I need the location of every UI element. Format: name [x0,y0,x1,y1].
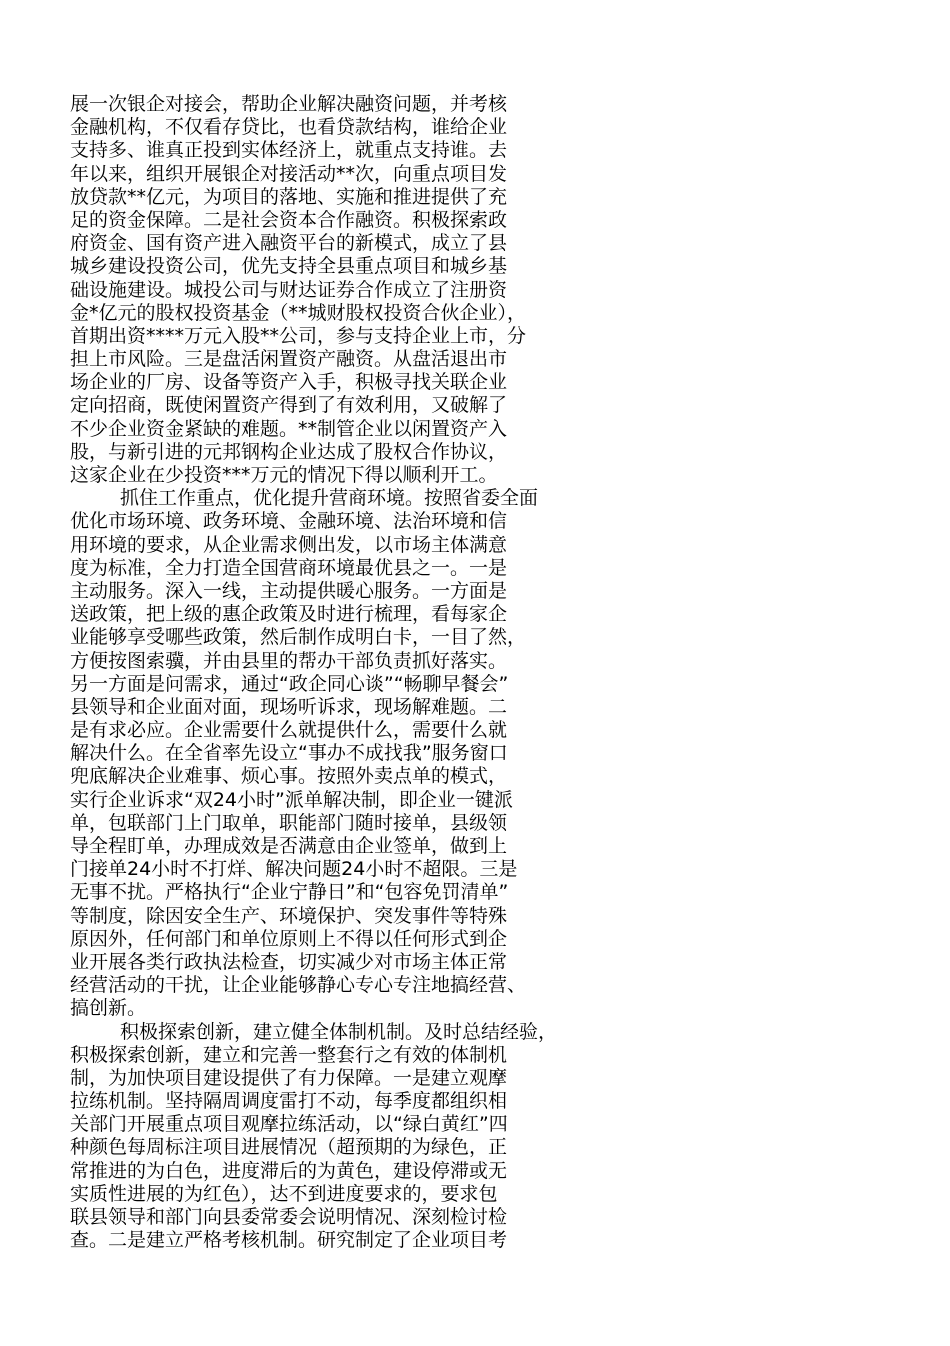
text-line: 业开展各类行政执法检查，切实减少对市场主体正常 [70,950,508,973]
text-line: 优化市场环境、政务环境、金融环境、法治环境和信 [70,510,508,533]
text-line: 担上市风险。三是盘活闲置资产融资。从盘活退出市 [70,348,508,371]
text-line: 联县领导和部门向县委常委会说明情况、深刻检讨检 [70,1206,508,1228]
text-line: 放贷款**亿元，为项目的落地、实施和推进提供了充 [70,185,508,208]
text-line: 查。二是建立严格考核机制。研究制定了企业项目考 [70,1229,508,1252]
text-line: 不少企业资金紧缺的难题。**制管企业以闲置资产入 [70,417,508,440]
text-line: 门接单24小时不打烊、解决问题24小时不超限。三是 [70,858,518,881]
text-line: 城乡建设投资公司，优先支持全县重点项目和城乡基 [70,255,508,278]
text-line: 础设施建设。城投公司与财达证券合作成立了注册资 [70,278,508,301]
text-line: 等制度，除因安全生产、环境保护、突发事件等特殊 [70,904,508,927]
text-line: 支持多、谁真正投到实体经济上，就重点支持谁。去 [70,139,508,162]
paragraph-first-line: 抓住工作重点，优化提升营商环境。按照省委全面 [120,487,539,510]
text-line: 这家企业在少投资***万元的情况下得以顺利开工。 [70,464,498,486]
paragraph-first-line: 积极探索创新，建立健全体制机制。及时总结经验， [120,1020,558,1043]
text-line: 主动服务。深入一线，主动提供暖心服务。一方面是 [70,579,508,602]
text-line: 股，与新引进的元邦钢构企业达成了股权合作协议， [70,440,508,463]
text-line: 种颜色每周标注项目进展情况（超预期的为绿色，正 [70,1136,508,1159]
text-line: 首期出资****万元入股**公司，参与支持企业上市，分 [70,324,527,347]
text-line: 另一方面是问需求，通过“政企同心谈”“畅聊早餐会” [70,672,509,695]
text-line: 府资金、国有资产进入融资平台的新模式，成立了县 [70,232,508,255]
text-line: 方便按图索骥，并由县里的帮办干部负责抓好落实。 [70,649,508,672]
text-line: 送政策，把上级的惠企政策及时进行梳理，看每家企 [70,603,508,626]
text-line: 是有求必应。企业需要什么就提供什么，需要什么就 [70,719,508,742]
text-line: 定向招商，既使闲置资产得到了有效利用，又破解了 [70,394,508,417]
text-line: 导全程盯单，办理成效是否满意由企业签单，做到上 [70,835,508,857]
text-line: 足的资金保障。二是社会资本合作融资。积极探索政 [70,208,508,231]
text-line: 常推进的为白色，进度滞后的为黄色，建设停滞或无 [70,1159,508,1182]
text-line: 关部门开展重点项目观摩拉练活动，以“绿白黄红”四 [70,1113,508,1136]
text-line: 场企业的厂房、设备等资产入手，积极寻找关联企业 [70,371,508,394]
text-line: 业能够享受哪些政策，然后制作成明白卡，一目了然， [70,626,527,649]
text-line: 年以来，组织开展银企对接活动**次，向重点项目发 [70,162,508,185]
paragraph-last-line: 搞创新。 [70,997,147,1020]
text-line: 原因外，任何部门和单位原则上不得以任何形式到企 [70,927,508,950]
text-line: 度为标准，全力打造全国营商环境最优县之一。一是 [70,556,508,579]
text-line: 无事不扰。严格执行“企业宁静日”和“包容免罚清单” [70,881,509,904]
text-line: 金*亿元的股权投资基金（**城财股权投资合伙企业）， [70,301,527,324]
document-body [70,93,890,1252]
text-line: 拉练机制。坚持隔周调度雷打不动，每季度都组织相 [70,1090,508,1113]
text-line: 展一次银企对接会，帮助企业解决融资问题，并考核 [70,93,508,115]
text-line: 实质性进展的为红色），达不到进度要求的，要求包 [70,1182,498,1205]
text-line: 解决什么。在全省率先设立“事办不成找我”服务窗口 [70,742,508,765]
text-line: 实行企业诉求“双24小时”派单解决制，即企业一键派 [70,788,513,811]
text-line: 单，包联部门上门取单，职能部门随时接单，县级领 [70,811,508,834]
text-line: 金融机构，不仅看存贷比，也看贷款结构，谁给企业 [70,116,508,139]
text-line: 县领导和企业面对面，现场听诉求，现场解难题。二 [70,695,508,718]
text-line: 制，为加快项目建设提供了有力保障。一是建立观摩 [70,1066,508,1089]
text-line: 用环境的要求，从企业需求侧出发，以市场主体满意 [70,533,508,556]
text-line: 积极探索创新，建立和完善一整套行之有效的体制机 [70,1043,508,1066]
text-line: 兜底解决企业难事、烦心事。按照外卖点单的模式， [70,765,508,788]
text-line: 经营活动的干扰，让企业能够静心专心专注地搞经营、 [70,974,527,997]
